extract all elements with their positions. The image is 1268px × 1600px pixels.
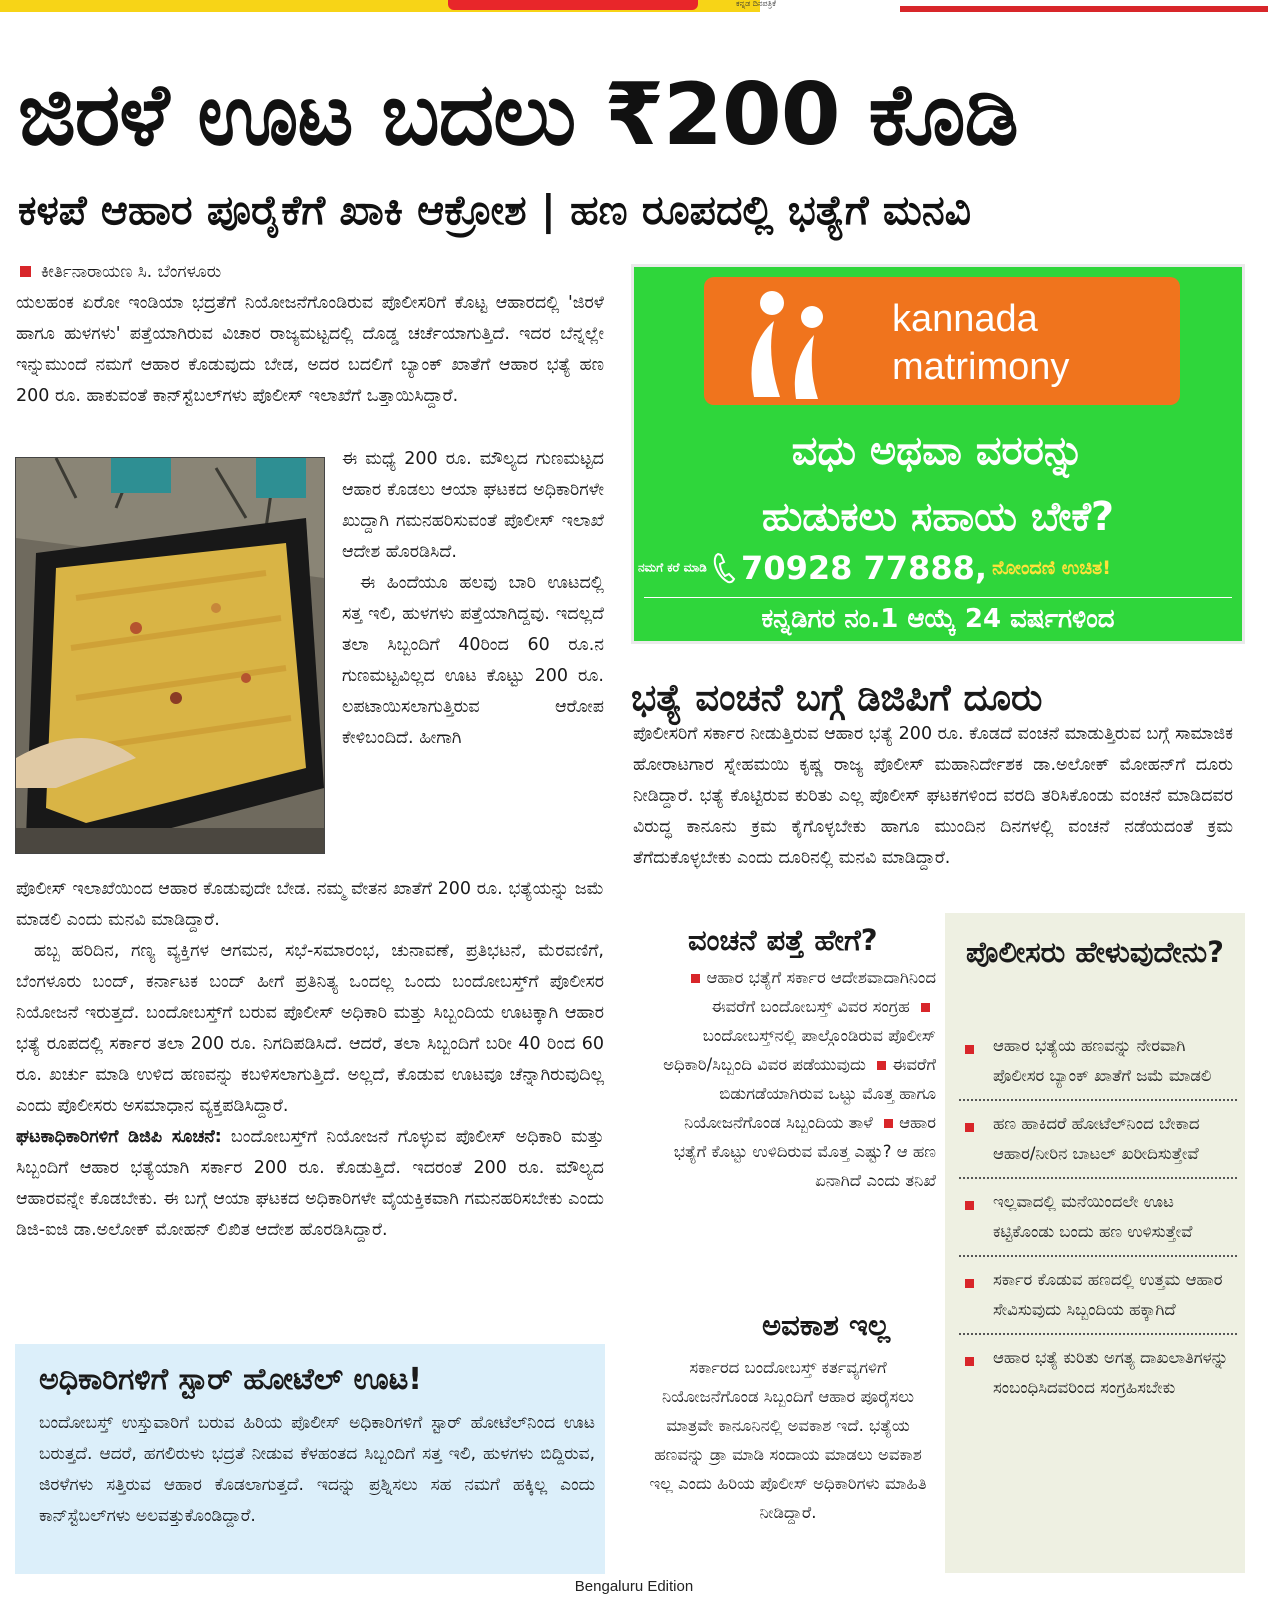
masthead-logo [448,0,698,10]
star-hotel-body: ಬಂದೋಬಸ್ತ್ ಉಸ್ತುವಾರಿಗೆ ಬರುವ ಹಿರಿಯ ಪೊಲೀಸ್ ಅಧಿಕಾರಿಗಳಿಗೆ ಸ್ಟಾರ್ ಹೋಟೆಲ್‌ನಿಂದ ಊಟ ಬರುತ್ತದೆ. ಆದರೆ, ಹಗಲಿರುಳು ಭದ್ರತೆ ನೀಡುವ ಕೆಳಹಂತದ ಸಿಬ್ಬಂದಿಗೆ ಸತ್ತ ಇಲಿ, ಹುಳಗಳು ಬಿದ್ದಿರುವ, ಜಿರಳೆಗಳು ಸತ್ತಿರುವ ಆಹಾರ ಕೊಡಲಾಗುತ್ತದೆ. ಇದನ್ನು ಪ್ರಶ್ನಿಸಲು ಸಹ ನಮಗೆ ಹಕ್ಕಿಲ್ಲ ಎಂದು ಕಾನ್‌ಸ್ಟೆಬಲ್‌ಗಳು ಅಲವತ್ತುಕೊಂಡಿದ್ದಾರೆ. [39,1413,595,1526]
list-item [959,1257,1237,1335]
article-paragraph-2: ಪೊಲೀಸ್ ಇಲಾಖೆಯಿಂದ ಆಹಾರ ಕೊಡುವುದೇ ಬೇಡ. ನಮ್ಮ ವೇತನ ಖಾತೆಗೆ 200 ರೂ. ಭತ್ಯೆಯನ್ನು ಜಮೆ ಮಾಡಲಿ ಎಂದು ಮನವಿ ಮಾಡಿದ್ದಾರೆ. [16,879,604,930]
headline: ಜಿರಳೆ ಊಟ ಬದಲು ₹200 ಕೊಡಿ [18,65,1018,165]
ad-free-registration: ನೋಂದಣಿ ಉಚಿತ! [992,557,1111,579]
edition-label: Bengaluru Edition [574,1578,694,1595]
article-paragraph-3: ಹಬ್ಬ ಹರಿದಿನ, ಗಣ್ಯ ವ್ಯಕ್ತಿಗಳ ಆಗಮನ, ಸಭೆ-ಸಮಾರಂಭ, ಚುನಾವಣೆ, ಪ್ರತಿಭಟನೆ, ಮೆರವಣಿಗೆ, ಬೆಂಗಳೂರು ಬಂದ್, ಕರ್ನಾಟಕ ಬಂದ್ ಹೀಗೆ ಪ್ರತಿನಿತ್ಯ ಒಂದಲ್ಲ ಒಂದು ಬಂದೋಬಸ್ತ್‌ಗೆ ಪೊಲೀಸರ ನಿಯೋಜನೆ ಇರುತ್ತದೆ. ಬಂದೋಬಸ್ತ್‌ಗೆ ಬರುವ ಪೊಲೀಸ್ ಅಧಿಕಾರಿ ಮತ್ತು ಸಿಬ್ಬಂದಿಯ ಊಟಕ್ಕಾಗಿ ಆಹಾರ ಭತ್ಯೆ ರೂಪದಲ್ಲಿ ಸರ್ಕಾರ ತಲಾ 200 ರೂ. ನಿಗದಿಪಡಿಸಿದೆ. ಆದರೆ, ತಲಾ ಸಿಬ್ಬಂದಿಗೆ ಬರೀ 40 ರಿಂದ 60 ರೂ. ಖರ್ಚು ಮಾಡಿ ಉಳಿದ ಹಣವನ್ನು ಕಬಳಿಸಲಾಗುತ್ತಿದೆ. ಅಲ್ಲದೆ, ಕೊಡುವ ಊಟವೂ ಚೆನ್ನಾಗಿರುವುದಿಲ್ಲ ಎಂದು ಪೊಲೀಸರು ಅಸಮಾಧಾನ ವ್ಯಕ್ತಪಡಿಸಿದ್ದಾರೆ. [16,941,604,1116]
masthead-tagline: ಕನ್ನಡ ದಿನಪತ್ರಿಕೆ [736,0,777,8]
list-item [959,1179,1237,1257]
matrimony-advertisement[interactable] [631,264,1245,644]
ad-headline-2: ಹುಡುಕಲು ಸಹಾಯ ಬೇಕೆ? [761,494,1115,540]
masthead-strip [0,0,1268,14]
food-photo-illustration [16,458,324,853]
police-demands-box [945,913,1245,1573]
matrimony-logo [704,277,1180,405]
bullet-marker [884,1119,893,1128]
fraud-detection-title: ವಂಚನೆ ಪತ್ತೆ ಹೇಗೆ? [688,923,878,957]
fraud-item: ಆಹಾರ ಭತ್ಯೆಗೆ ಸರ್ಕಾರ ಆದೇಶವಾದಾಗಿನಿಂದ ಈವರೆಗೆ ಬಂದೋಬಸ್ತ್ ವಿವರ ಸಂಗ್ರಹ [706,968,936,1016]
fraud-item: ಬಂದೋಬಸ್ತ್‌ನಲ್ಲಿ ಪಾಲ್ಗೊಂಡಿರುವ ಪೊಲೀಸ್ ಅಧಿಕಾರಿ/ಸಿಬ್ಬಂದಿ ವಿವರ ಪಡೆಯುವುದು [663,1026,936,1074]
dgp-complaint-body: ಪೊಲೀಸರಿಗೆ ಸರ್ಕಾರ ನೀಡುತ್ತಿರುವ ಆಹಾರ ಭತ್ಯೆ 200 ರೂ. ಕೊಡದೆ ವಂಚನೆ ಮಾಡುತ್ತಿರುವ ಬಗ್ಗೆ ಸಾಮಾಜಿಕ ಹೋರಾಟಗಾರ ಸ್ನೇಹಮಯಿ ಕೃಷ್ಣ ರಾಜ್ಯ ಪೊಲೀಸ್ ಮಹಾನಿರ್ದೇಶಕ ಡಾ.ಅಲೋಕ್ ಮೋಹನ್‌ಗೆ ದೂರು ನೀಡಿದ್ದಾರೆ. ಭತ್ಯೆ ಕೊಟ್ಟಿರುವ ಕುರಿತು ಎಲ್ಲ ಪೊಲೀಸ್ ಘಟಕಗಳಿಂದ ವರದಿ ತರಿಸಿಕೊಂಡು ವಂಚನೆ ಮಾಡಿದವರ ವಿರುದ್ಧ ಕಾನೂನು ಕ್ರಮ ಕೈಗೊಳ್ಳಬೇಕು ಹಾಗೂ ಮುಂದಿನ ದಿನಗಳಲ್ಲಿ ವಂಚನೆ ನಡೆಯದಂತೆ ಕ್ರಮ ತೆಗೆದುಕೊಳ್ಳಬೇಕು ಎಂದು ದೂರಿನಲ್ಲಿ ಮನವಿ ಮಾಡಿದ್ದಾರೆ. [633,724,1233,868]
no-provision-title: ಅವಕಾಶ ಇಲ್ಲ [762,1308,891,1342]
byline-marker [20,266,31,277]
ad-contact-row[interactable] [638,549,1238,595]
police-item-text: ಸರ್ಕಾರ ಕೊಡುವ ಹಣದಲ್ಲಿ ಉತ್ತಮ ಆಹಾರ ಸೇವಿಸುವುದು ಸಿಬ್ಬಂದಿಯ ಹಕ್ಕಾಗಿದೆ [993,1270,1223,1319]
list-item [959,1335,1237,1411]
fraud-detection-list [660,963,936,1195]
dgp-instruction-lead: ಘಟಕಾಧಿಕಾರಿಗಳಿಗೆ ಡಿಜಿಪಿ ಸೂಚನೆ: [16,1127,222,1147]
bullet-marker [921,1003,930,1012]
star-hotel-title: ಅಧಿಕಾರಿಗಳಿಗೆ ಸ್ಟಾರ್ ಹೋಟೆಲ್ ಊಟ! [39,1362,422,1397]
list-item [959,1101,1237,1179]
police-demands-list [959,1023,1237,1411]
article-narrow-column [342,444,604,754]
ad-footer: ಕನ್ನಡಿಗರ ನಂ.1 ಆಯ್ಕೆ 24 ವರ್ಷಗಳಿಂದ [761,604,1115,634]
police-item-text: ಆಹಾರ ಭತ್ಯೆ ಕುರಿತು ಅಗತ್ಯ ದಾಖಲಾತಿಗಳನ್ನು ಸಂಬಂಧಿಸಿದವರಿಂದ ಸಂಗ್ರಹಿಸಬೇಕು [993,1348,1229,1397]
bullet-marker [965,1123,974,1132]
subheadline: ಕಳಪೆ ಆಹಾರ ಪೂರೈಕೆಗೆ ಖಾಕಿ ಆಕ್ರೋಶ | ಹಣ ರೂಪದಲ್ಲಿ ಭತ್ಯೆಗೆ ಮನವಿ [18,186,972,234]
food-photo [15,457,325,854]
masthead-red-band [900,6,1268,12]
fraud-item: ಈವರೆಗೆ ಬಿಡುಗಡೆಯಾಗಿರುವ ಒಟ್ಟು ಮೊತ್ತ ಹಾಗೂ ನಿಯೋಜನೆಗೊಂಡ ಸಿಬ್ಬಂದಿಯ ತಾಳೆ [684,1055,936,1132]
dgp-complaint-title: ಭತ್ಯೆ ವಂಚನೆ ಬಗ್ಗೆ ಡಿಜಿಪಿಗೆ ದೂರು [631,676,1043,719]
article-paragraph-1: ಯಲಹಂಕ ಏರೋ ಇಂಡಿಯಾ ಭದ್ರತೆಗೆ ನಿಯೋಜನೆಗೊಂಡಿರುವ ಪೊಲೀಸರಿಗೆ ಕೊಟ್ಟ ಆಹಾರದಲ್ಲಿ 'ಜಿರಳೆ ಹಾಗೂ ಹುಳಗಳು' ಪತ್ತೆಯಾಗಿರುವ ವಿಚಾರ ರಾಜ್ಯಮಟ್ಟದಲ್ಲಿ ದೊಡ್ಡ ಚರ್ಚೆಯಾಗುತ್ತಿದೆ. ಇದರ ಬೆನ್ನಲ್ಲೇ ಇನ್ನುಮುಂದೆ ನಮಗೆ ಆಹಾರ ಕೊಡುವುದು ಬೇಡ, ಅದರ ಬದಲಿಗೆ ಬ್ಯಾಂಕ್ ಖಾತೆಗೆ ಆಹಾರ ಭತ್ಯೆ ಹಣ 200 ರೂ. ಹಾಕುವಂತೆ ಕಾನ್‌ಸ್ಟೆಬಲ್‌ಗಳು ಪೊಲೀಸ್ ಇಲಾಖೆಗೆ ಒತ್ತಾಯಿಸಿದ್ದಾರೆ. [16,293,604,406]
ad-headline-1: ವಧು ಅಥವಾ ವರರನ್ನು [791,428,1085,474]
list-item [959,1023,1237,1101]
brand-line-1: kannada [892,298,1038,340]
article-narrow-para-1: ಈ ಮಧ್ಯೆ 200 ರೂ. ಮೌಲ್ಯದ ಗುಣಮಟ್ಟದ ಆಹಾರ ಕೊಡಲು ಆಯಾ ಘಟಕದ ಅಧಿಕಾರಿಗಳೇ ಖುದ್ದಾಗಿ ಗಮನಹರಿಸುವಂತೆ ಪೊಲೀಸ್ ಇಲಾಖೆ ಆದೇಶ ಹೊರಡಿಸಿದೆ. [342,449,604,562]
fraud-item: ಆಹಾರ ಭತ್ಯೆಗೆ ಕೊಟ್ಟು ಉಳಿದಿರುವ ಮೊತ್ತ ಎಷ್ಟು? ಆ ಹಣ ಏನಾಗಿದೆ ಎಂದು ತನಿಖೆ [673,1113,936,1190]
bullet-marker [877,1061,886,1070]
bullet-marker [965,1279,974,1288]
article-lower-column [16,874,604,1246]
byline [20,260,221,284]
article-paragraph-4 [16,1122,604,1246]
star-hotel-box [15,1344,605,1574]
ad-divider [644,597,1232,598]
couple-icon [714,277,874,405]
bullet-marker [965,1357,974,1366]
byline-text: ಕೀರ್ತಿನಾರಾಯಣ ಸಿ. ಬೆಂಗಳೂರು [41,262,222,282]
bullet-marker [691,974,700,983]
no-provision-body: ಸರ್ಕಾರದ ಬಂದೋಬಸ್ತ್ ಕರ್ತವ್ಯಗಳಿಗೆ ನಿಯೋಜನೆಗೊಂಡ ಸಿಬ್ಬಂದಿಗೆ ಆಹಾರ ಪೂರೈಸಲು ಮಾತ್ರವೇ ಕಾನೂನಿನಲ್ಲಿ ಅವಕಾಶ ಇದೆ. ಭತ್ಯೆಯ ಹಣವನ್ನು ಡ್ರಾ ಮಾಡಿ ಸಂದಾಯ ಮಾಡಲು ಅವಕಾಶ ಇಲ್ಲ ಎಂದು ಹಿರಿಯ ಪೊಲೀಸ್ ಅಧಿಕಾರಿಗಳು ಮಾಹಿತಿ ನೀಡಿದ್ದಾರೆ. [649,1358,927,1522]
ad-phone-number[interactable]: 70928 77888, [741,549,987,587]
police-item-text: ಆಹಾರ ಭತ್ಯೆಯ ಹಣವನ್ನು ನೇರವಾಗಿ ಪೊಲೀಸರ ಬ್ಯಾಂಕ್ ಖಾತೆಗೆ ಜಮೆ ಮಾಡಲಿ [993,1036,1212,1085]
bullet-marker [965,1201,974,1210]
police-item-text: ಹಣ ಹಾಕಿದರೆ ಹೋಟೆಲ್‌ನಿಂದ ಬೇಕಾದ ಆಹಾರ/ನೀರಿನ ಬಾಟಲ್ ಖರೀದಿಸುತ್ತೇವೆ [993,1114,1200,1163]
article-narrow-para-2: ಈ ಹಿಂದೆಯೂ ಹಲವು ಬಾರಿ ಊಟದಲ್ಲಿ ಸತ್ತ ಇಲಿ, ಹುಳಗಳು ಪತ್ತೆಯಾಗಿದ್ದವು. ಇದಲ್ಲದೆ ತಲಾ ಸಿಬ್ಬಂದಿಗೆ 40ರಿಂದ 60 ರೂ.ನ ಗುಣಮಟ್ಟವಿಲ್ಲದ ಊಟ ಕೊಟ್ಟು 200 ರೂ. ಲಪಟಾಯಿಸಲಾಗುತ್ತಿರುವ ಆರೋಪ ಕೇಳಿಬಂದಿದೆ. ಹೀಗಾಗಿ [342,573,604,748]
police-item-text: ಇಲ್ಲವಾದಲ್ಲಿ ಮನೆಯಿಂದಲೇ ಊಟ ಕಟ್ಟಿಕೊಂಡು ಬಂದು ಹಣ ಉಳಿಸುತ್ತೇವೆ [993,1192,1193,1241]
dgp-instruction-text: ಬಂದೋಬಸ್ತ್‌ಗೆ ನಿಯೋಜನೆ ಗೊಳ್ಳುವ ಪೊಲೀಸ್ ಅಧಿಕಾರಿ ಮತ್ತು ಸಿಬ್ಬಂದಿಗೆ ಆಹಾರ ಭತ್ಯೆಯಾಗಿ ಸರ್ಕಾರ 200 ರೂ. ಕೊಡುತ್ತಿದೆ. ಇದರಂತೆ 200 ರೂ. ಮೌಲ್ಯದ ಆಹಾರವನ್ನೇ ಕೊಡಬೇಕು. ಈ ಬಗ್ಗೆ ಆಯಾ ಘಟಕದ ಅಧಿಕಾರಿಗಳೇ ವೈಯಕ್ತಿಕವಾಗಿ ಗಮನಹರಿಸಬೇಕು ಎಂದು ಡಿಜಿ-ಐಜಿ ಡಾ.ಅಲೋಕ್ ಮೋಹನ್ ಲಿಖಿತ ಆದೇಶ ಹೊರಡಿಸಿದ್ದಾರೆ. [16,1127,604,1240]
phone-icon [712,552,736,584]
bullet-marker [965,1045,974,1054]
ad-call-label: ನಮಗೆ ಕರೆ ಮಾಡಿ [638,560,707,575]
brand-line-2: matrimony [892,346,1070,388]
matrimony-brand [892,295,1069,391]
police-demands-title: ಪೊಲೀಸರು ಹೇಳುವುದೇನು? [966,935,1224,969]
